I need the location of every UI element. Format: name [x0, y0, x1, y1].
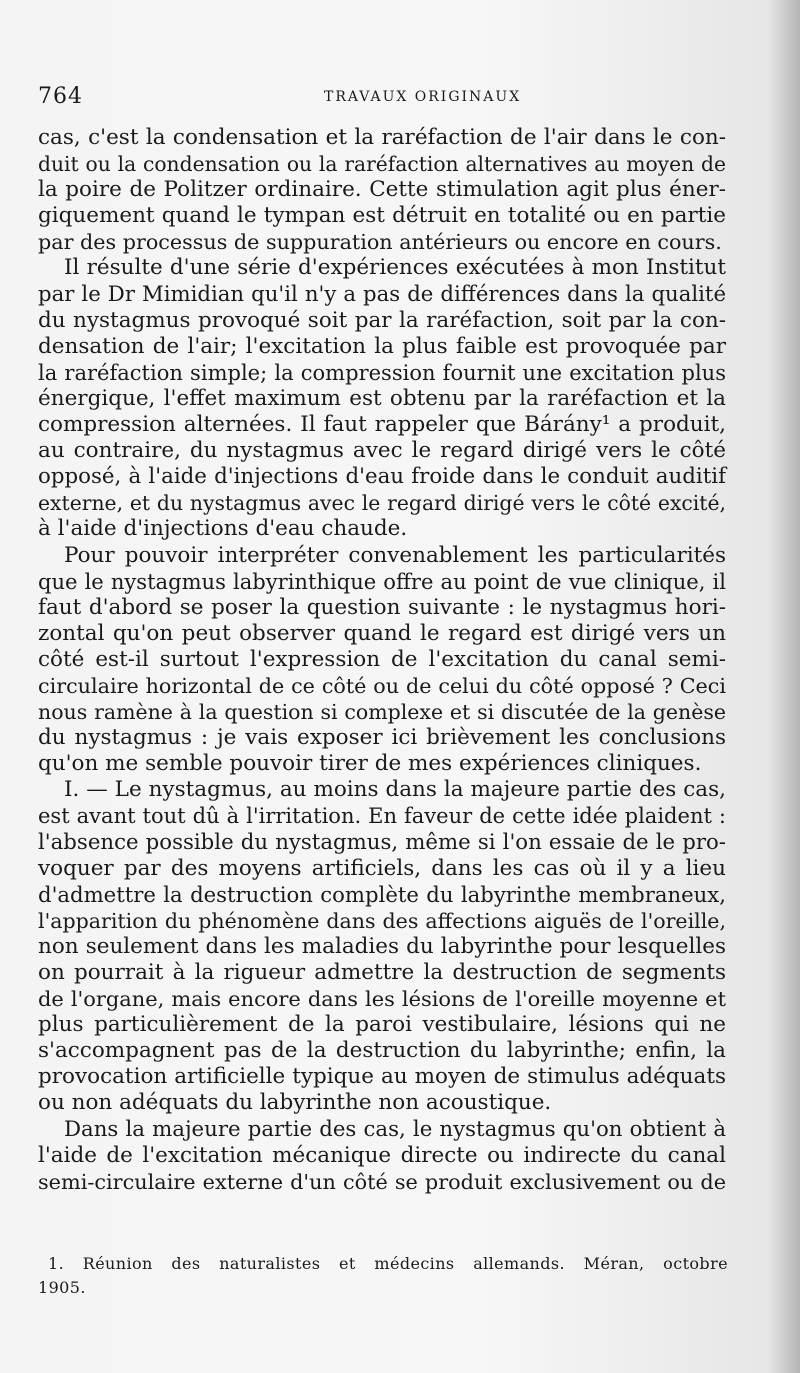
- text-line: zontal qu'on peut observer quand le regard est dirigé vers un: [38, 620, 726, 646]
- text-line: on pourrait à la rigueur admettre la destruction de segments: [38, 960, 726, 985]
- text-line: opposé, à l'aide d'injections d'eau froide dans le conduit auditif: [38, 464, 726, 490]
- text-line: qu'on me semble pouvoir tirer de mes expériences cliniques.: [38, 751, 702, 777]
- text-line: provocation artificielle typique au moyen de stimulus adéquats: [38, 1064, 726, 1090]
- text-line: par des processus de suppuration antérieurs ou encore en cours.: [38, 230, 722, 255]
- text-line: externe, et du nystagmus avec le regard dirigé vers le côté excité,: [38, 491, 726, 516]
- body-text: [38, 125, 726, 1195]
- text-line: côté est-il surtout l'expression de l'excitation du canal semi-: [38, 646, 726, 672]
- footnote: [38, 1252, 728, 1300]
- text-line: par le Dr Mimidian qu'il n'y a pas de différences dans la qualité: [38, 281, 726, 307]
- text-line: du nystagmus provoqué soit par la raréfaction, soit par la con-: [38, 307, 726, 333]
- text-line: circulaire horizontal de ce côté ou de celui du côté opposé ? Ceci: [38, 673, 726, 698]
- text-line: à l'aide d'injections d'eau chaude.: [38, 516, 408, 542]
- text-line: ou non adéquats du labyrinthe non acoustique.: [38, 1090, 552, 1116]
- text-line: l'absence possible du nystagmus, même si l'on essaie de le pro-: [38, 829, 726, 855]
- text-line: d'admettre la destruction complète du labyrinthe membraneux,: [38, 881, 726, 907]
- text-line: la raréfaction simple; la compression fournit une excitation plus: [38, 359, 726, 385]
- text-line: du nystagmus : je vais exposer ici brièvement les conclusions: [38, 725, 726, 751]
- text-line: duit ou la condensation ou la raréfaction alternatives au moyen de: [38, 152, 726, 177]
- running-head: TRAVAUX ORIGINAUX: [324, 89, 522, 105]
- text-line: Pour pouvoir interpréter convenablement les particularités: [64, 542, 726, 568]
- text-line: semi-circulaire externe d'un côté se produit exclusivement ou de: [38, 1169, 726, 1194]
- text-line: est avant tout dû à l'irritation. En faveur de cette idée plaident :: [38, 803, 726, 829]
- text-line: plus particulièrement de la paroi vestibulaire, lésions qui ne: [38, 1012, 726, 1038]
- text-line: au contraire, du nystagmus avec le regard dirigé vers le côté: [38, 438, 726, 464]
- text-line: densation de l'air; l'excitation la plus faible est provoquée par: [38, 333, 726, 359]
- text-line: l'apparition du phénomène dans des affections aiguës de l'oreille,: [38, 908, 726, 933]
- text-line: énergique, l'effet maximum est obtenu par la raréfaction et la: [38, 385, 726, 411]
- text-line: de l'organe, mais encore dans les lésions de l'oreille moyenne et: [38, 987, 726, 1012]
- text-line: Il résulte d'une série d'expériences exécutées à mon Institut: [64, 255, 726, 281]
- text-line: I. — Le nystagmus, au moins dans la majeure partie des cas,: [64, 777, 726, 803]
- text-line: l'aide de l'excitation mécanique directe ou indirecte du canal: [38, 1142, 726, 1168]
- footnote-line: 1905.: [38, 1278, 86, 1297]
- text-line: la poire de Politzer ordinaire. Cette stimulation agit plus éner-: [38, 177, 726, 203]
- text-line: compression alternées. Il faut rappeler que Bárány¹ a produit,: [38, 412, 726, 438]
- footnote-line: 1. Réunion des naturalistes et médecins allemands. Méran, octobre: [48, 1254, 728, 1273]
- text-line: Dans la majeure partie des cas, le nystagmus qu'on obtient à: [64, 1116, 726, 1142]
- text-line: non seulement dans les maladies du labyrinthe pour lesquelles: [38, 933, 726, 959]
- text-line: voquer par des moyens artificiels, dans les cas où il y a lieu: [38, 855, 726, 881]
- text-line: cas, c'est la condensation et la raréfaction de l'air dans le con-: [38, 125, 726, 150]
- page-number: 764: [38, 84, 83, 109]
- text-line: giquement quand le tympan est détruit en totalité ou en partie: [38, 203, 726, 229]
- page-header: [38, 84, 738, 114]
- text-line: faut d'abord se poser la question suivante : le nystagmus hori-: [38, 594, 726, 620]
- text-line: que le nystagmus labyrinthique offre au point de vue clinique, il: [38, 568, 726, 594]
- text-line: nous ramène à la question si complexe et si discutée de la genèse: [38, 700, 726, 725]
- text-line: s'accompagnent pas de la destruction du labyrinthe; enfin, la: [38, 1038, 726, 1064]
